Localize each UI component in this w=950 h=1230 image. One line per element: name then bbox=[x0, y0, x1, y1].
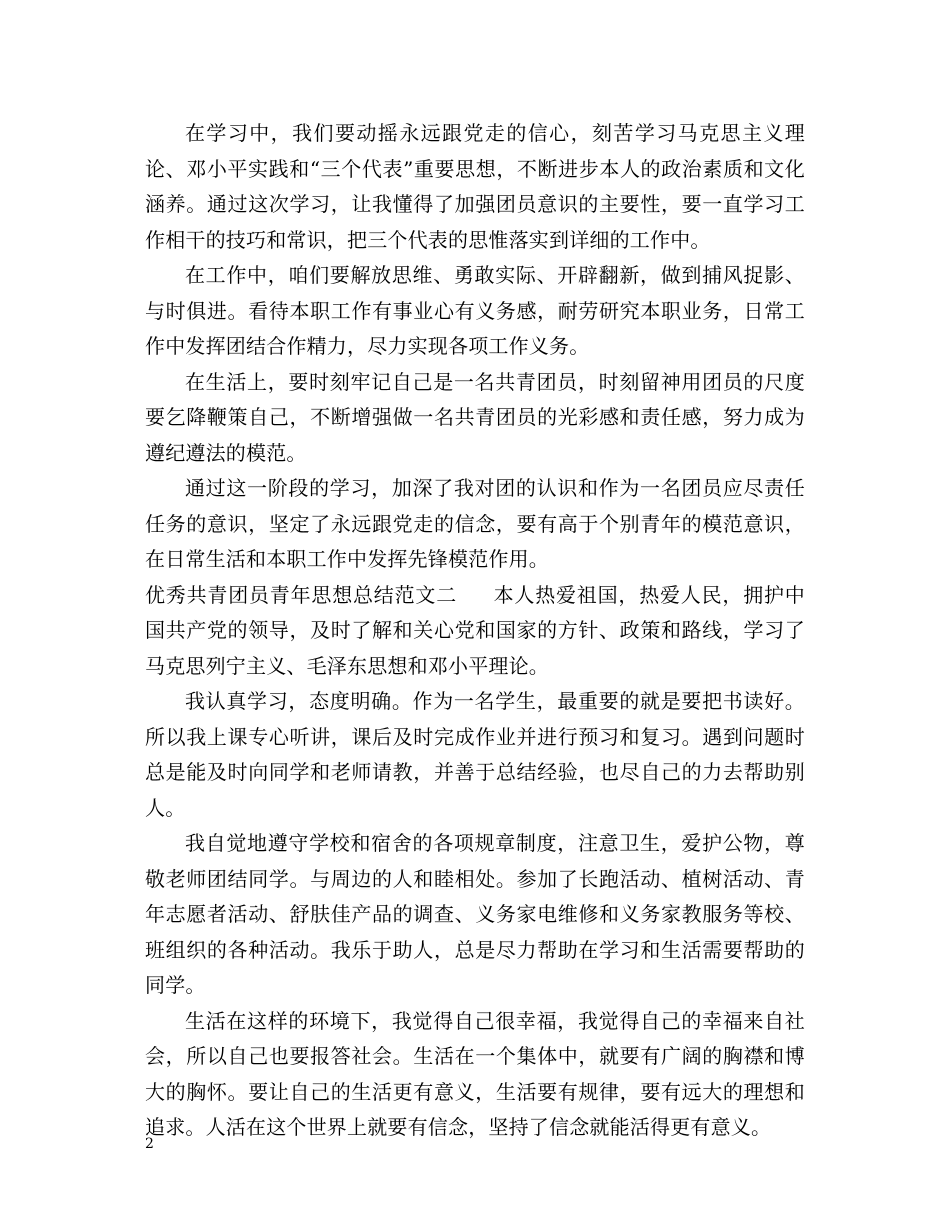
paragraph-work: 在工作中，咱们要解放思维、勇敢实际、开辟翻新，做到捕风捉影、与时俱进。看待本职工作有事业心有义务感，耐劳研究本职业务，日常工作中发挥团结合作精力，尽力实现各项工作义务。 bbox=[145, 263, 805, 358]
paragraph-study: 在学习中，我们要动摇永远跟党走的信心，刻苦学习马克思主义理论、邓小平实践和“三个代表”重要思想，不断进步本人的政治素质和文化涵养。通过这次学习，让我懂得了加强团员意识的主要性，要一直学习工作相干的技巧和常识，把三个代表的思惟落实到详细的工作中。 bbox=[145, 121, 805, 252]
section-heading: 优秀共青团员青年思想总结范文二 bbox=[145, 582, 457, 607]
paragraph-learning: 我认真学习，态度明确。作为一名学生，最重要的就是要把书读好。所以我上课专心听讲，课后及时完成作业并进行预习和复习。遇到问题时总是能及时向同学和老师请教，并善于总结经验，也尽自己的力去帮助别人。 bbox=[145, 689, 805, 820]
section-two-paragraph bbox=[145, 578, 805, 685]
document-body bbox=[145, 116, 805, 1146]
paragraph-society: 生活在这样的环境下，我觉得自己很幸福，我觉得自己的幸福来自社会，所以自己也要报答社会。生活在一个集体中，就要有广阔的胸襟和博大的胸怀。要让自己的生活更有意义，生活要有规律，要有远大的理想和追求。人活在这个世界上就要有信念，坚持了信念就能活得更有意义。 bbox=[145, 1008, 805, 1139]
page-number: 2 bbox=[145, 1136, 154, 1152]
section-intro: 本人热爱祖国，热爱人民，拥护中国共产党的领导，及时了解和关心党和国家的方针、政策和路线，学习了马克思列宁主义、毛泽东思想和邓小平理论。 bbox=[145, 582, 805, 678]
paragraph-life: 在生活上，要时刻牢记自己是一名共青团员，时刻留神用团员的尺度要乞降鞭策自己，不断增强做一名共青团员的光彩感和责任感，努力成为遵纪遵法的模范。 bbox=[145, 369, 805, 465]
paragraph-rules: 我自觉地遵守学校和宿舍的各项规章制度，注意卫生，爱护公物，尊敬老师团结同学。与周边的人和睦相处。参加了长跑活动、植树活动、青年志愿者活动、舒肤佳产品的调查、义务家电维修和义务家教服务等校、班组织的各种活动。我乐于助人，总是尽力帮助在学习和生活需要帮助的同学。 bbox=[145, 831, 805, 997]
paragraph-conclusion: 通过这一阶段的学习，加深了我对团的认识和作为一名团员应尽责任任务的意识，坚定了永远跟党走的信念，要有高于个别青年的模范意识，在日常生活和本职工作中发挥先锋模范作用。 bbox=[145, 476, 805, 571]
